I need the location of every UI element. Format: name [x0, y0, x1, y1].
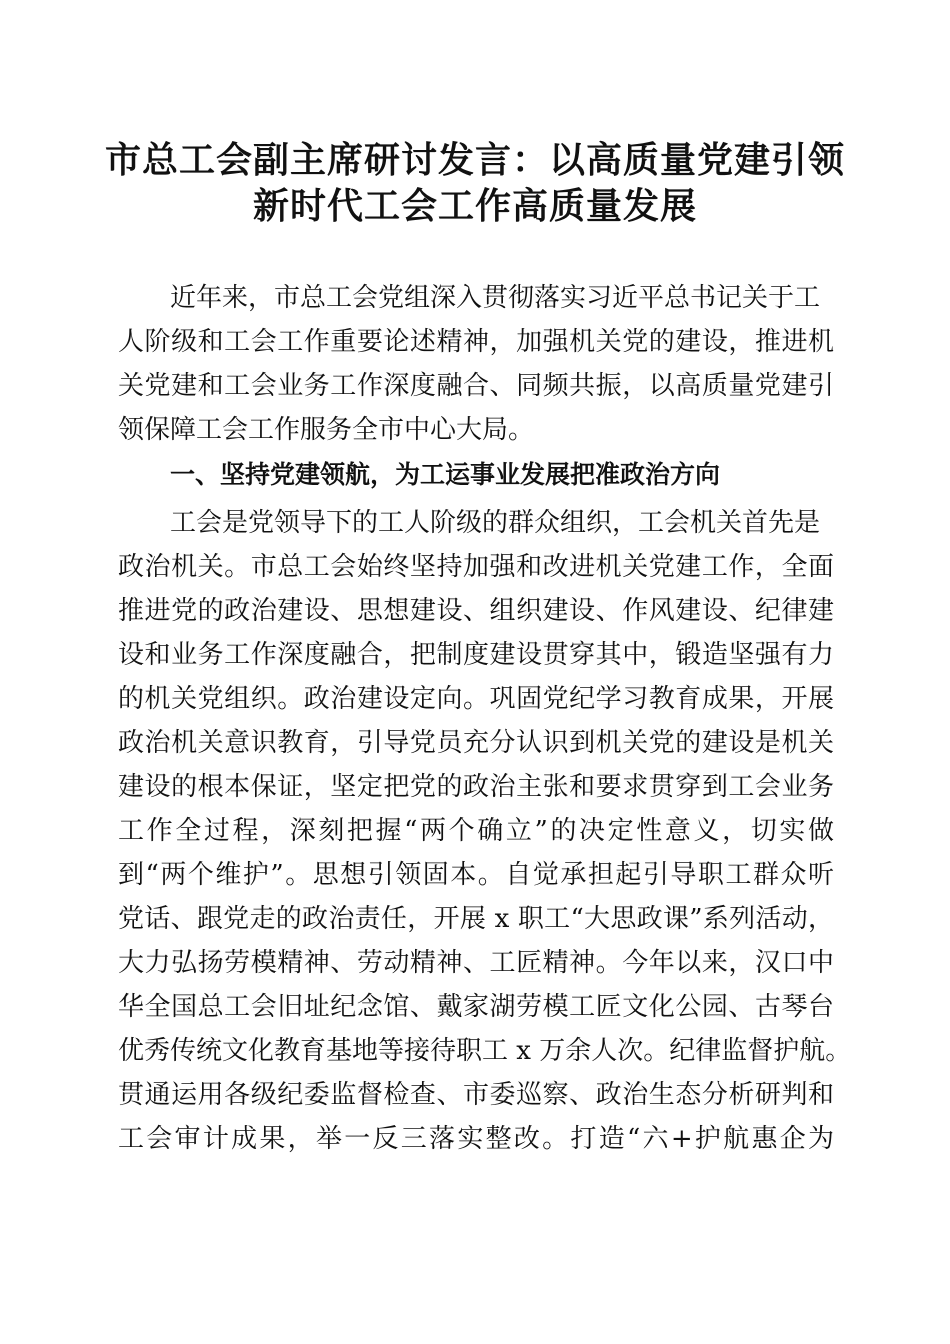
section-1-line-8: 工作全过程，深刻把握“两个确立”的决定性意义，切实做: [118, 816, 834, 846]
section-1-line-7: 建设的根本保证，坚定把党的政治主张和要求贯穿到工会业务: [118, 772, 834, 802]
section-1-heading: 一、坚持党建领航，为工运事业发展把准政治方向: [170, 460, 721, 489]
section-1-line-10: 党话、跟党走的政治责任，开展 x 职工“大思政课”系列活动，: [118, 904, 834, 934]
intro-line-4: 领保障工会工作服务全市中心大局。: [118, 415, 535, 445]
section-1-line-4: 设和业务工作深度融合，把制度建设贯穿其中，锻造坚强有力: [118, 640, 834, 670]
section-1-line-12: 华全国总工会旧址纪念馆、戴家湖劳模工匠文化公园、古琴台: [118, 992, 834, 1022]
intro-line-2: 人阶级和工会工作重要论述精神，加强机关党的建设，推进机: [118, 327, 834, 357]
document-title-line-1: 市总工会副主席研讨发言：以高质量党建引领: [104, 139, 845, 181]
intro-line-3: 关党建和工会业务工作深度融合、同频共振，以高质量党建引: [118, 371, 834, 401]
section-1-line-3: 推进党的政治建设、思想建设、组织建设、作风建设、纪律建: [118, 596, 834, 626]
section-1-line-9: 到“两个维护”。思想引领固本。自觉承担起引导职工群众听: [118, 860, 834, 890]
section-1-line-13: 优秀传统文化教育基地等接待职工 x 万余人次。纪律监督护航。: [118, 1036, 852, 1066]
section-1-line-2: 政治机关。市总工会始终坚持加强和改进机关党建工作，全面: [118, 552, 834, 582]
section-1-line-5: 的机关党组织。政治建设定向。巩固党纪学习教育成果，开展: [118, 684, 834, 714]
section-1-line-15: 工会审计成果，举一反三落实整改。打造“六+护航惠企为: [118, 1124, 834, 1154]
document-title-line-2: 新时代工会工作高质量发展: [252, 185, 697, 227]
section-1-line-11: 大力弘扬劳模精神、劳动精神、工匠精神。今年以来，汉口中: [118, 948, 834, 978]
section-1-line-14: 贯通运用各级纪委监督检查、市委巡察、政治生态分析研判和: [118, 1080, 834, 1110]
section-1-line-6: 政治机关意识教育，引导党员充分认识到机关党的建设是机关: [118, 728, 834, 758]
intro-line-1: 近年来，市总工会党组深入贯彻落实习近平总书记关于工: [170, 283, 821, 313]
section-1-line-1: 工会是党领导下的工人阶级的群众组织，工会机关首先是: [170, 508, 821, 538]
